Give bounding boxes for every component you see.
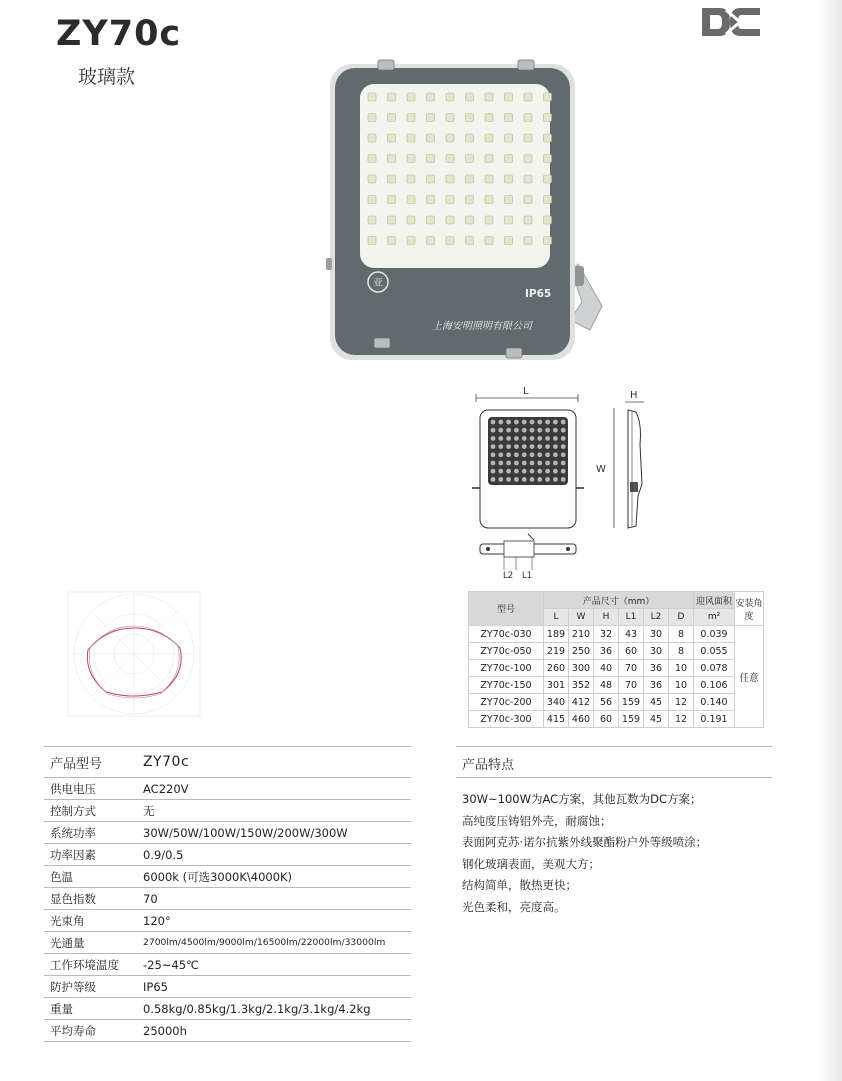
led-dot	[491, 428, 496, 433]
led-dot	[530, 428, 535, 433]
led-chip	[427, 237, 435, 245]
spec-label: 光通量	[50, 935, 85, 950]
led-dot	[545, 477, 550, 482]
led-chip	[446, 93, 454, 101]
spec-row	[44, 932, 411, 954]
led-dot	[514, 436, 519, 441]
led-dot	[498, 428, 503, 433]
led-chip	[388, 155, 396, 163]
spec-value: -25~45℃	[143, 957, 199, 972]
led-chip	[544, 196, 552, 204]
dim-header-wind-unit: m²	[694, 609, 735, 626]
floodlight-product-image	[320, 58, 610, 368]
led-chip	[485, 237, 493, 245]
led-chip	[368, 237, 376, 245]
model-title: ZY70c	[56, 14, 182, 54]
led-chip	[368, 155, 376, 163]
spec-label: 控制方式	[50, 803, 96, 818]
list-item: 表面阿克苏·诺尔抗紫外线聚酯粉户外等级喷涂；	[462, 835, 708, 849]
table-row	[469, 677, 764, 694]
list-item: 光色柔和，亮度高。	[462, 899, 566, 914]
led-chip	[407, 237, 415, 245]
spec-row	[44, 954, 411, 976]
table-row	[469, 626, 764, 643]
dim-cell: 8	[669, 626, 694, 643]
led-chip	[524, 216, 532, 224]
led-dot	[537, 469, 542, 474]
dim-cell: 352	[569, 677, 594, 694]
spec-row	[44, 778, 411, 800]
led-dot	[491, 461, 496, 466]
table-row	[469, 660, 764, 677]
led-dot	[491, 477, 496, 482]
led-chip	[446, 237, 454, 245]
spec-row	[44, 822, 411, 844]
led-chip	[427, 114, 435, 122]
led-chip	[544, 134, 552, 142]
led-dot	[506, 469, 511, 474]
list-item: 高纯度压铸铝外壳，耐腐蚀；	[462, 813, 612, 828]
led-chip	[505, 237, 513, 245]
dim-cell: 36	[644, 660, 669, 677]
dim-cell: 250	[569, 643, 594, 660]
bottom-view-drawing	[470, 530, 585, 585]
led-chip	[407, 93, 415, 101]
led-dot	[537, 428, 542, 433]
led-chip	[505, 93, 513, 101]
led-chip	[388, 134, 396, 142]
dim-cell-model: ZY70c-030	[469, 626, 544, 643]
front-view-drawing	[470, 384, 585, 534]
dim-cell-model: ZY70c-200	[469, 694, 544, 711]
dim-cell-area: 0.039	[694, 626, 735, 643]
led-dot	[506, 444, 511, 449]
table-row	[469, 694, 764, 711]
spec-value: 30W/50W/100W/150W/200W/300W	[143, 825, 348, 840]
led-dot	[522, 436, 527, 441]
led-chip	[388, 114, 396, 122]
table-row	[469, 711, 764, 728]
dim-header-mount: 安装角度	[735, 592, 764, 626]
dim-col-L2: L2	[644, 609, 669, 626]
label-L1: L1	[522, 571, 533, 581]
led-dot	[522, 452, 527, 457]
dim-cell: 340	[544, 694, 569, 711]
led-chip	[388, 196, 396, 204]
led-chip	[524, 134, 532, 142]
led-chip	[407, 114, 415, 122]
led-dot	[553, 477, 558, 482]
spec-row	[44, 998, 411, 1020]
led-chip	[544, 216, 552, 224]
led-chip	[544, 175, 552, 183]
spec-value: 70	[143, 891, 158, 906]
dim-col-H: H	[594, 609, 619, 626]
label-L: L	[523, 386, 529, 397]
dim-cell-area: 0.140	[694, 694, 735, 711]
led-dot	[498, 452, 503, 457]
led-dot	[561, 461, 566, 466]
led-chip	[446, 216, 454, 224]
led-dot	[514, 420, 519, 425]
led-dot	[491, 452, 496, 457]
led-dot	[491, 469, 496, 474]
dimension-table	[468, 591, 764, 728]
spec-value: ZY70c	[143, 754, 190, 770]
ip-label: IP65	[525, 288, 552, 300]
led-chip	[427, 93, 435, 101]
spec-value: IP65	[143, 979, 168, 994]
led-dot	[545, 461, 550, 466]
dim-cell: 30	[644, 626, 669, 643]
led-chip	[427, 155, 435, 163]
spec-label: 供电电压	[50, 781, 96, 796]
led-dot	[530, 469, 535, 474]
led-dot	[553, 461, 558, 466]
dim-cell: 460	[569, 711, 594, 728]
led-dot	[506, 452, 511, 457]
led-dot	[514, 461, 519, 466]
led-dot	[514, 469, 519, 474]
led-dot	[506, 461, 511, 466]
dim-cell: 8	[669, 643, 694, 660]
led-dot	[553, 420, 558, 425]
led-chip	[505, 175, 513, 183]
spec-value: 120°	[143, 913, 171, 928]
led-dot	[530, 461, 535, 466]
features-header	[456, 746, 772, 778]
led-chip	[388, 216, 396, 224]
led-dot	[514, 428, 519, 433]
led-chip	[524, 237, 532, 245]
spec-row	[44, 1020, 411, 1042]
dim-cell: 412	[569, 694, 594, 711]
led-dot	[545, 469, 550, 474]
dim-cell: 10	[669, 660, 694, 677]
spec-row	[44, 800, 411, 822]
dim-cell-area: 0.106	[694, 677, 735, 694]
dim-cell: 30	[644, 643, 669, 660]
led-dot	[498, 469, 503, 474]
dim-cell: 210	[569, 626, 594, 643]
svg-text:亚: 亚	[373, 278, 383, 289]
led-chip	[505, 134, 513, 142]
dim-cell: 60	[619, 643, 644, 660]
led-chip	[368, 134, 376, 142]
spec-row	[44, 866, 411, 888]
company-label: 上海安明照明有限公司	[432, 321, 532, 332]
dc-logo-icon	[700, 6, 762, 38]
spec-value: AC220V	[143, 781, 189, 796]
dim-cell: 32	[594, 626, 619, 643]
dim-cell: 159	[619, 711, 644, 728]
spec-label: 系统功率	[50, 825, 96, 840]
led-dot	[514, 477, 519, 482]
led-dot	[553, 452, 558, 457]
led-dot	[514, 452, 519, 457]
dim-cell-model: ZY70c-150	[469, 677, 544, 694]
side-view-drawing	[592, 384, 652, 534]
features-title: 产品特点	[462, 758, 515, 773]
led-chip	[446, 196, 454, 204]
dim-cell-model: ZY70c-050	[469, 643, 544, 660]
spec-label: 工作环境温度	[50, 957, 119, 972]
dim-col-W: W	[569, 609, 594, 626]
led-dot	[498, 420, 503, 425]
spec-label: 防护等级	[50, 979, 96, 994]
led-chip	[446, 175, 454, 183]
spec-row-model	[44, 746, 411, 778]
dim-cell: 219	[544, 643, 569, 660]
dim-header-wind-area: 迎风面积	[694, 592, 735, 609]
led-dot	[553, 428, 558, 433]
led-dot	[561, 444, 566, 449]
dim-cell: 48	[594, 677, 619, 694]
led-dot	[506, 436, 511, 441]
led-chip	[427, 134, 435, 142]
led-chip	[485, 155, 493, 163]
led-dot	[537, 420, 542, 425]
dim-cell: 40	[594, 660, 619, 677]
led-chip	[544, 93, 552, 101]
dim-cell-model: ZY70c-300	[469, 711, 544, 728]
led-dot	[530, 444, 535, 449]
led-chip	[544, 155, 552, 163]
led-chip	[466, 196, 474, 204]
led-chip	[407, 216, 415, 224]
dim-col-L1: L1	[619, 609, 644, 626]
spec-value: 0.9/0.5	[143, 847, 184, 862]
list-item: 结构简单，散热更快；	[462, 878, 577, 892]
dim-cell: 10	[669, 677, 694, 694]
led-dot	[561, 469, 566, 474]
dim-cell: 56	[594, 694, 619, 711]
led-dot	[537, 461, 542, 466]
led-dot	[553, 444, 558, 449]
led-chip	[466, 134, 474, 142]
led-chip	[544, 237, 552, 245]
dim-cell-area: 0.055	[694, 643, 735, 660]
dim-cell: 189	[544, 626, 569, 643]
spec-label: 功率因素	[50, 847, 96, 862]
dim-cell: 43	[619, 626, 644, 643]
led-chip	[505, 155, 513, 163]
led-dot	[530, 477, 535, 482]
led-chip	[368, 196, 376, 204]
spec-row	[44, 844, 411, 866]
led-dot	[522, 444, 527, 449]
led-dot	[545, 428, 550, 433]
spec-label: 色温	[50, 869, 73, 884]
led-dot	[506, 477, 511, 482]
led-dot	[491, 444, 496, 449]
dim-cell: 415	[544, 711, 569, 728]
spec-label: 重量	[50, 1001, 73, 1016]
led-chip	[485, 93, 493, 101]
led-chip	[388, 93, 396, 101]
spec-label: 显色指数	[50, 891, 96, 906]
spec-value: 25000h	[143, 1023, 187, 1038]
led-chip	[485, 175, 493, 183]
dim-cell: 45	[644, 694, 669, 711]
dim-cell-area: 0.078	[694, 660, 735, 677]
led-chip	[466, 93, 474, 101]
led-dot	[530, 436, 535, 441]
led-dot	[561, 428, 566, 433]
dim-cell: 159	[619, 694, 644, 711]
led-chip	[485, 114, 493, 122]
led-chip	[368, 175, 376, 183]
led-chip	[427, 196, 435, 204]
led-chip	[524, 155, 532, 163]
dim-cell: 45	[644, 711, 669, 728]
led-chip	[446, 114, 454, 122]
light-distribution-polar-chart	[62, 590, 206, 720]
spec-table	[44, 746, 411, 1042]
led-dot	[561, 477, 566, 482]
led-dot	[530, 420, 535, 425]
led-dot	[537, 477, 542, 482]
led-dot	[514, 444, 519, 449]
led-chip	[505, 114, 513, 122]
label-W: W	[596, 464, 606, 475]
list-item: 钢化玻璃表面，美观大方；	[462, 856, 600, 871]
led-chip	[466, 175, 474, 183]
led-chip	[485, 216, 493, 224]
dim-col-D: D	[669, 609, 694, 626]
dim-cell: 36	[594, 643, 619, 660]
table-row	[469, 643, 764, 660]
dim-cell: 301	[544, 677, 569, 694]
dim-cell: 300	[569, 660, 594, 677]
dim-cell: 60	[594, 711, 619, 728]
led-chip	[524, 114, 532, 122]
dim-cell-model: ZY70c-100	[469, 660, 544, 677]
spec-row	[44, 976, 411, 998]
dim-cell: 12	[669, 694, 694, 711]
dim-header-size: 产品尺寸（mm）	[544, 592, 694, 609]
led-chip	[388, 237, 396, 245]
led-dot	[553, 436, 558, 441]
led-dot	[522, 469, 527, 474]
led-chip	[505, 196, 513, 204]
led-chip	[407, 175, 415, 183]
spec-row	[44, 888, 411, 910]
led-chip	[446, 155, 454, 163]
led-chip	[466, 155, 474, 163]
spec-value: 0.58kg/0.85kg/1.3kg/2.1kg/3.1kg/4.2kg	[143, 1001, 371, 1016]
led-dot	[522, 461, 527, 466]
led-dot	[537, 436, 542, 441]
led-dot	[561, 436, 566, 441]
led-chip	[427, 216, 435, 224]
spec-label: 光束角	[50, 913, 85, 928]
led-dot	[498, 444, 503, 449]
led-chip	[524, 196, 532, 204]
led-dot	[545, 452, 550, 457]
led-chip	[368, 93, 376, 101]
led-chip	[505, 216, 513, 224]
dim-cell: 36	[644, 677, 669, 694]
led-dot	[506, 428, 511, 433]
page-edge-shadow	[818, 0, 842, 1081]
led-chip	[368, 216, 376, 224]
led-dot	[545, 420, 550, 425]
led-dot	[561, 452, 566, 457]
led-dot	[545, 444, 550, 449]
led-chip	[388, 175, 396, 183]
led-dot	[545, 436, 550, 441]
dim-cell: 260	[544, 660, 569, 677]
led-dot	[561, 420, 566, 425]
dim-cell: 12	[669, 711, 694, 728]
dim-cell: 70	[619, 660, 644, 677]
led-dot	[537, 444, 542, 449]
led-dot	[522, 420, 527, 425]
led-dot	[530, 452, 535, 457]
spec-value: 6000k (可选3000K\4000K)	[143, 869, 293, 884]
led-dot	[537, 452, 542, 457]
led-chip	[407, 155, 415, 163]
dim-cell: 70	[619, 677, 644, 694]
led-chip	[544, 114, 552, 122]
list-item: 30W~100W为AC方案，其他瓦数为DC方案；	[462, 792, 702, 806]
led-chip	[524, 93, 532, 101]
led-dot	[498, 477, 503, 482]
led-chip	[524, 175, 532, 183]
label-L2: L2	[503, 571, 514, 581]
led-chip	[466, 114, 474, 122]
led-chip	[427, 175, 435, 183]
led-chip	[466, 237, 474, 245]
led-dot	[553, 469, 558, 474]
spec-label: 平均寿命	[50, 1023, 96, 1038]
led-chip	[446, 134, 454, 142]
dim-col-L: L	[544, 609, 569, 626]
features-list	[462, 789, 782, 918]
spec-value: 无	[143, 803, 155, 818]
dim-header-model: 型号	[469, 592, 544, 626]
spec-value: 2700lm/4500lm/9000lm/16500lm/22000lm/33000lm	[143, 937, 386, 948]
led-dot	[498, 436, 503, 441]
dim-cell-area: 0.191	[694, 711, 735, 728]
led-dot	[522, 428, 527, 433]
led-dot	[491, 436, 496, 441]
led-chip	[407, 134, 415, 142]
dim-cell-mount: 任意	[735, 626, 764, 728]
spec-label: 产品型号	[50, 756, 103, 772]
led-dot	[506, 420, 511, 425]
led-chip	[485, 134, 493, 142]
led-chip	[368, 114, 376, 122]
label-H: H	[630, 390, 638, 401]
led-chip	[466, 216, 474, 224]
led-dot	[498, 461, 503, 466]
spec-row	[44, 910, 411, 932]
model-variant: 玻璃款	[78, 66, 136, 88]
led-dot	[491, 420, 496, 425]
led-chip	[485, 196, 493, 204]
led-dot	[522, 477, 527, 482]
led-chip	[407, 196, 415, 204]
